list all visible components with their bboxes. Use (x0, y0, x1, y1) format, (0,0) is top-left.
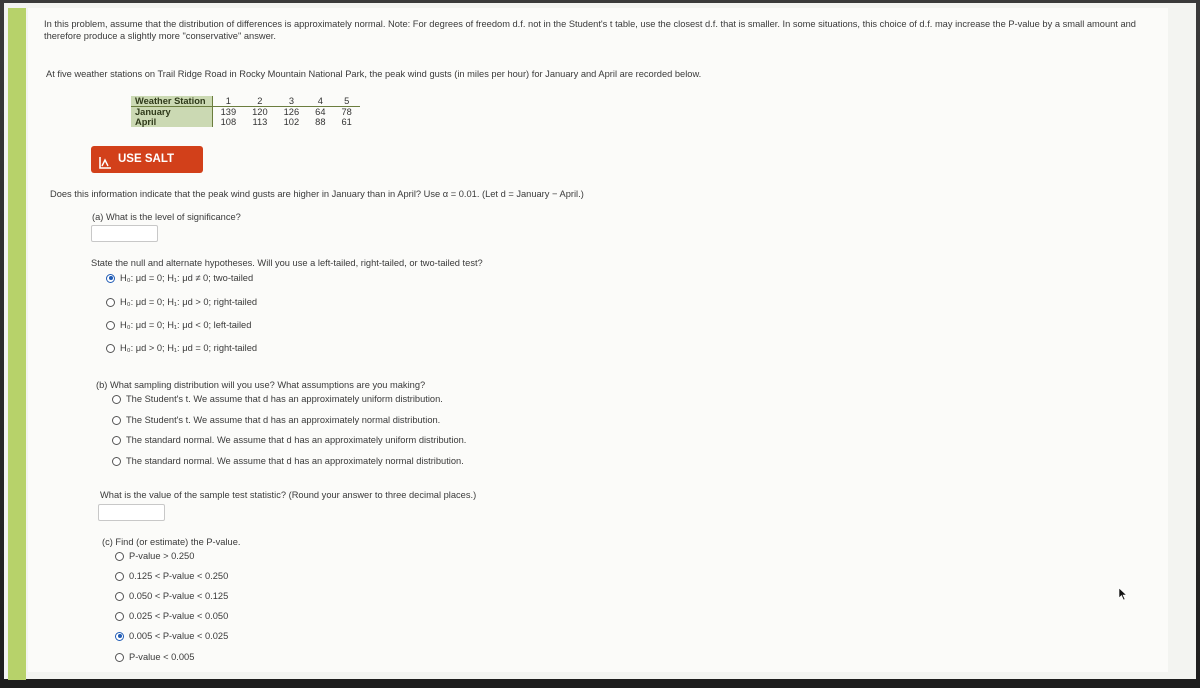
table-cell: 126 (283, 107, 300, 117)
distribution-option[interactable] (112, 434, 466, 446)
table-header-row (131, 96, 360, 107)
option-label: The standard normal. We assume that d has an approximately uniform distribution. (126, 435, 467, 445)
option-label: 0.005 < P-value < 0.025 (129, 631, 229, 641)
option-label: The standard normal. We assume that d has an approximately normal distribution. (126, 456, 464, 466)
pvalue-option[interactable] (115, 550, 194, 562)
radio-selected-icon[interactable] (115, 632, 124, 641)
pvalue-option[interactable] (115, 651, 194, 663)
radio-icon[interactable] (112, 436, 121, 445)
option-label: 0.050 < P-value < 0.125 (129, 591, 229, 601)
option-label: P-value < 0.005 (129, 652, 195, 662)
salt-button-label: USE SALT (118, 153, 175, 165)
distribution-option[interactable] (112, 414, 440, 426)
radio-icon[interactable] (115, 612, 124, 621)
salt-icon (99, 153, 112, 166)
option-label: H₀: μd = 0; H₁: μd > 0; right-tailed (120, 297, 258, 307)
pvalue-option[interactable] (115, 570, 228, 582)
section-accent-bar (8, 8, 26, 680)
pvalue-option[interactable] (115, 630, 228, 642)
radio-icon[interactable] (115, 653, 124, 662)
radio-icon[interactable] (106, 298, 115, 307)
hypothesis-option[interactable] (106, 272, 253, 284)
option-label: The Student's t. We assume that d has an approximately normal distribution. (126, 415, 441, 425)
hypothesis-option[interactable] (106, 342, 257, 354)
table-cell: 78 (341, 107, 352, 117)
station-header: 1 (212, 96, 244, 107)
part-c-label: (c) Find (or estimate) the P-value. (102, 537, 241, 547)
row-label: April (131, 117, 212, 127)
radio-icon[interactable] (112, 395, 121, 404)
table-header-label: Weather Station (131, 96, 212, 107)
station-header: 2 (244, 96, 276, 107)
radio-icon[interactable] (106, 344, 115, 353)
wind-gust-table (131, 96, 360, 127)
table-cell: 120 (252, 107, 268, 117)
question-text: At five weather stations on Trail Ridge Road in Rocky Mountain National Park, the peak wind gusts (in miles per hour) for January and April are recorded below. (46, 69, 702, 79)
radio-icon[interactable] (112, 457, 121, 466)
table-row (131, 107, 360, 118)
option-label: 0.025 < P-value < 0.050 (129, 611, 229, 621)
test-statistic-input[interactable] (98, 504, 165, 521)
pvalue-option[interactable] (115, 590, 228, 602)
intro-text: In this problem, assume that the distribution of differences is approximately normal. Note: For degrees of freedom d.f. not in the Student's t table, use the closest d.f. that is smaller. In some situations, this choice of d.f. may increase the P-value by a small amount and therefore produce a slightly more "conservative" answer. (44, 19, 1136, 41)
station-header: 4 (307, 96, 333, 107)
option-label: The Student's t. We assume that d has an approximately uniform distribution. (126, 394, 443, 404)
table-cell: 64 (315, 107, 326, 117)
hypothesis-option[interactable] (106, 296, 257, 308)
table-row (131, 117, 360, 127)
table-cell: 61 (341, 117, 352, 127)
table-cell: 88 (315, 117, 326, 127)
distribution-option[interactable] (112, 455, 464, 467)
significance-input[interactable] (91, 225, 158, 242)
test-statistic-prompt: What is the value of the sample test statistic? (Round your answer to three decimal places.) (100, 490, 477, 500)
table-cell: 108 (212, 117, 244, 127)
radio-icon[interactable] (115, 592, 124, 601)
pvalue-option[interactable] (115, 610, 228, 622)
option-label: H₀: μd > 0; H₁: μd = 0; right-tailed (120, 343, 258, 353)
radio-icon[interactable] (106, 321, 115, 330)
radio-icon[interactable] (112, 416, 121, 425)
part-a-label: (a) What is the level of significance? (92, 212, 241, 222)
table-cell: 139 (212, 107, 244, 118)
option-label: 0.125 < P-value < 0.250 (129, 571, 229, 581)
option-label: H₀: μd = 0; H₁: μd < 0; left-tailed (120, 320, 252, 330)
part-b-label: (b) What sampling distribution will you use? What assumptions are you making? (96, 380, 426, 390)
use-salt-button[interactable] (91, 146, 203, 173)
station-header: 5 (334, 96, 360, 107)
table-cell: 102 (283, 117, 300, 127)
hypothesis-question: Does this information indicate that the peak wind gusts are higher in January than in April? Use α = 0.01. (Let d = January − April.) (50, 189, 584, 199)
row-label: January (131, 107, 212, 118)
option-label: H₀: μd = 0; H₁: μd ≠ 0; two-tailed (120, 273, 254, 283)
option-label: P-value > 0.250 (129, 551, 195, 561)
radio-icon[interactable] (115, 552, 124, 561)
distribution-option[interactable] (112, 393, 443, 405)
radio-icon[interactable] (115, 572, 124, 581)
station-header: 3 (276, 96, 308, 107)
hypotheses-prompt: State the null and alternate hypotheses. Will you use a left-tailed, right-tailed, or two-tailed test? (91, 258, 483, 268)
table-cell: 113 (252, 117, 268, 127)
hypothesis-option[interactable] (106, 319, 251, 331)
radio-selected-icon[interactable] (106, 274, 115, 283)
